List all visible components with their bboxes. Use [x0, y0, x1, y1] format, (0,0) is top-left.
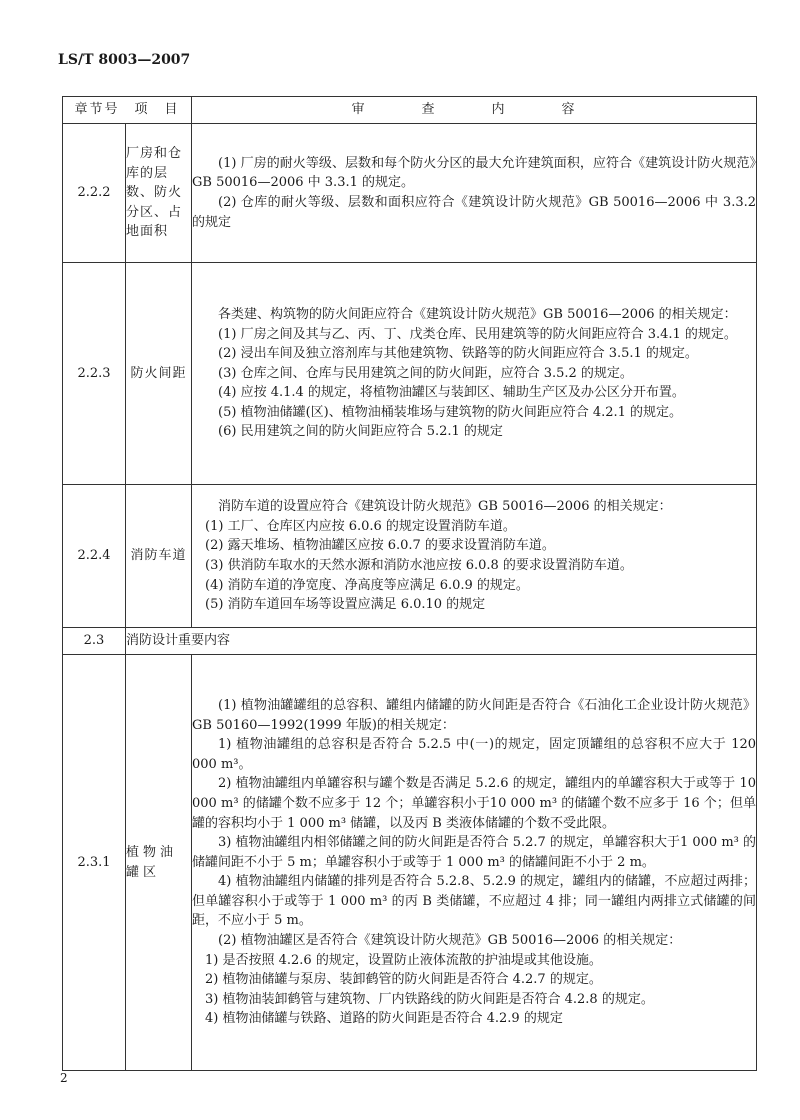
table-row — [63, 628, 757, 655]
item-name — [126, 485, 192, 628]
review-content — [192, 485, 757, 628]
content-paragraph: (2) 植物油罐区是否符合《建筑设计防火规范》GB 50016—2006 的相关规定： — [218, 933, 682, 949]
content-paragraph: 4) 植物油罐组内储罐的排列是否符合 5.2.8、5.2.9 的规定，罐组内的储罐，不应超过两排；但单罐容积小于或等于 1 000 m³ 的丙 B 类储罐，不应超过 4 排；同一罐组内两排立式储罐的间距，不应小于 5 m。 — [192, 874, 757, 929]
review-content — [192, 124, 757, 263]
content-line: (5) 消防车道回车场等设置应满足 6.0.10 的规定 — [205, 597, 486, 613]
page-number: 2 — [60, 1071, 68, 1085]
review-content — [192, 263, 757, 485]
content-paragraph: (4) 应按 4.1.4 的规定，将植物油罐区与装卸区、辅助生产区及办公区分开布置。 — [218, 385, 685, 401]
content-paragraph: 2) 植物油罐组内单罐容积与罐个数是否满足 5.2.6 的规定，罐组内的单罐容积大于或等于 10 000 m³ 的储罐个数不应多于 12 个；单罐容积小于10 000 m³ 的储罐个数不应多于 16 个；但单罐的容积均小于 1 000 m³ 储罐，以及丙 B 类液体储罐的个数不受此限。 — [192, 776, 757, 831]
content-line: 2) 植物油储罐与泵房、装卸鹤管的防火间距是否符合 4.2.7 的规定。 — [205, 972, 602, 988]
review-table — [62, 96, 757, 1071]
header-review-content: 审 查 内 容 — [192, 97, 757, 124]
content-paragraph: 3) 植物油罐组内相邻储罐之间的防火间距是否符合 5.2.7 的规定，单罐容积大于1 000 m³ 的储罐间距不小于 5 m；单罐容积小于或等于 1 000 m³ 的储罐间距不小于 2 m。 — [192, 835, 757, 870]
content-paragraph: (1) 厂房的耐火等级、层数和每个防火分区的最大允许建筑面积，应符合《建筑设计防火规范》GB 50016—2006 中 3.3.1 的规定。 — [192, 155, 757, 191]
header-section-item: 章节号 项 目 — [63, 97, 192, 124]
section-title: 消防设计重要内容 — [126, 628, 757, 655]
review-content — [192, 655, 757, 1071]
table-row — [63, 655, 757, 1071]
content-line: (1) 工厂、仓库区内应按 6.0.6 的规定设置消防车道。 — [205, 518, 516, 534]
section-number: 2.2.2 — [63, 124, 126, 263]
content-paragraph: (3) 仓库之间、仓库与民用建筑之间的防火间距，应符合 3.5.2 的规定。 — [218, 365, 633, 381]
content-line: 1) 是否按照 4.2.6 的规定，设置防止液体流散的护油堤或其他设施。 — [205, 952, 602, 968]
table-row — [63, 263, 757, 485]
table-header-row — [63, 97, 757, 124]
item-name — [126, 655, 192, 1071]
content-line: (4) 消防车道的净宽度、净高度等应满足 6.0.9 的规定。 — [205, 577, 529, 593]
content-intro: 各类建、构筑物的防火间距应符合《建筑设计防火规范》GB 50016—2006 的相关规定： — [218, 306, 737, 322]
item-text: 植物油罐区 — [126, 844, 178, 880]
item-name — [126, 124, 192, 263]
content-paragraph: (5) 植物油储罐(区)、植物油桶装堆场与建筑物的防火间距应符合 4.2.1 的规定。 — [218, 404, 683, 420]
content-line: 4) 植物油储罐与铁路、道路的防火间距是否符合 4.2.9 的规定 — [205, 1011, 563, 1027]
content-paragraph: (6) 民用建筑之间的防火间距应符合 5.2.1 的规定 — [218, 424, 503, 440]
table-row — [63, 124, 757, 263]
item-text: 消防车道 — [130, 548, 187, 564]
content-line: 3) 植物油装卸鹤管与建筑物、厂内铁路线的防火间距是否符合 4.2.8 的规定。 — [205, 991, 654, 1007]
item-text: 防火间距 — [130, 365, 187, 381]
table-row — [63, 485, 757, 628]
content-paragraph: (1) 厂房之间及其与乙、丙、丁、戊类仓库、民用建筑等的防火间距应符合 3.4.1 的规定。 — [218, 326, 737, 342]
section-number: 2.3 — [63, 628, 126, 655]
section-number: 2.2.4 — [63, 485, 126, 628]
content-paragraph: (1) 植物油罐罐组的总容积、罐组内储罐的防火间距是否符合《石油化工企业设计防火规范》GB 50160—1992(1999 年版)的相关规定： — [192, 697, 757, 733]
content-paragraph: (2) 仓库的耐火等级、层数和面积应符合《建筑设计防火规范》GB 50016—2006 中 3.3.2 的规定 — [192, 195, 757, 230]
item-name — [126, 263, 192, 485]
content-paragraph: 1) 植物油罐组的总容积是否符合 5.2.5 中(一)的规定，固定顶罐组的总容积不应大于 120 000 m³。 — [192, 737, 757, 772]
section-number: 2.3.1 — [63, 655, 126, 1071]
content-intro: 消防车道的设置应符合《建筑设计防火规范》GB 50016—2006 的相关规定： — [218, 499, 672, 515]
item-text: 厂房和仓库的层数、防火分区、占地面积 — [126, 146, 183, 240]
content-line: (3) 供消防车取水的天然水源和消防水池应按 6.0.8 的要求设置消防车道。 — [205, 558, 633, 573]
document-code: LS/T 8003—2007 — [58, 52, 191, 68]
content-line: (2) 露天堆场、植物油罐区应按 6.0.7 的要求设置消防车道。 — [205, 538, 555, 554]
section-number: 2.2.3 — [63, 263, 126, 485]
content-paragraph: (2) 浸出车间及独立溶剂库与其他建筑物、铁路等的防火间距应符合 3.5.1 的规定。 — [218, 346, 698, 362]
